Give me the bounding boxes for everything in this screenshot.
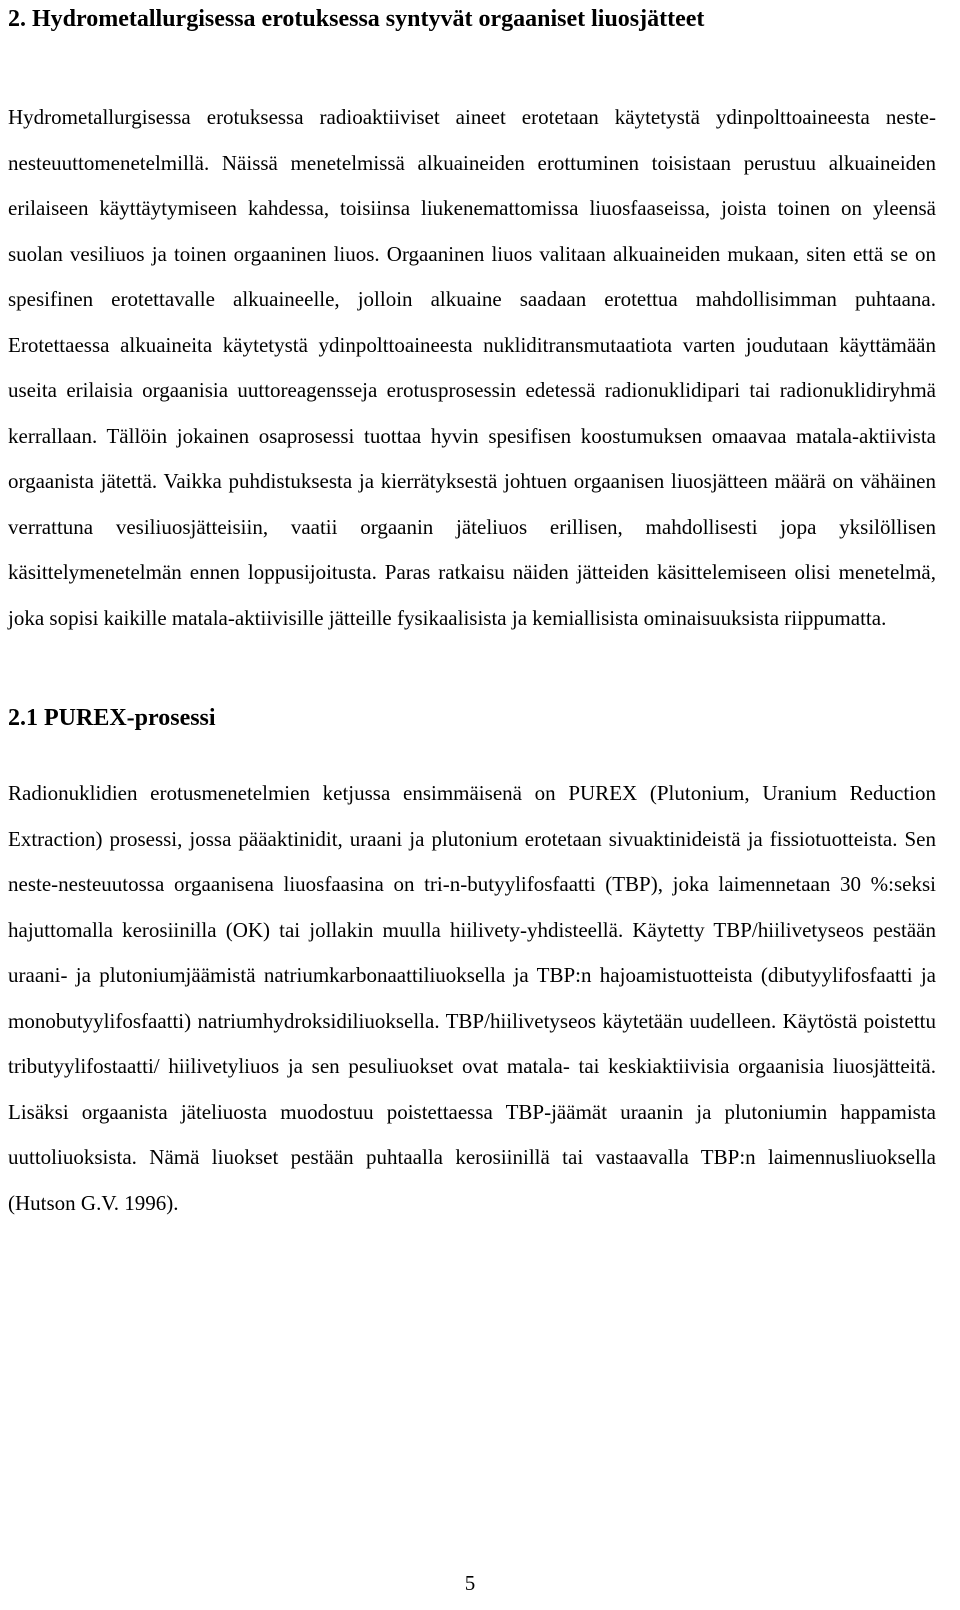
subsection-paragraph: Radionuklidien erotusmenetelmien ketjussa ensimmäisenä on PUREX (Plutonium, Uranium Reduction Extraction) prosessi, jossa pääaktinidit, uraani ja plutonium erotetaan sivuaktinideistä ja fissiotuotteista. Sen neste-nesteuutossa orgaanisena liuosfaasina on tri-n-butyylifosfaatti (TBP), joka laimennetaan 30 %:seksi hajuttomalla kerosiinilla (OK) tai jollakin muulla hiilivety-yhdisteellä. Käytetty TBP/hiilivetyseos pestään uraani- ja plutoniumjäämistä natriumkarbonaattiliuoksella ja TBP:n hajoamistuotteista (dibutyylifosfaatti ja monobutyylifosfaatti) natriumhydroksidiliuoksella. TBP/hiilivetyseos käytetään uudelleen. Käytöstä poistettu tributyylifostaatti/ hiilivetyliuos ja sen pesuliuokset ovat matala- tai keskiaktiivisia orgaanisia liuosjätteitä. Lisäksi orgaanista jäteliuosta muodostuu poistettaessa TBP-jäämät uraanin ja plutoniumin happamista uuttoliuoksista. Nämä liuokset pestään puhtaalla kerosiinillä tai vastaavalla TBP:n laimennusliuoksella (Hutson G.V. 1996). xyxy=(8,781,936,1215)
section-heading: 2. Hydrometallurgisessa erotuksessa syntyvät orgaaniset liuosjätteet xyxy=(8,6,705,32)
document-page xyxy=(8,0,936,1226)
page-number: 5 xyxy=(464,1571,476,1595)
subsection-heading: 2.1 PUREX-prosessi xyxy=(8,705,216,731)
section-paragraph: Hydrometallurgisessa erotuksessa radioaktiiviset aineet erotetaan käytetystä ydinpolttoaineesta neste-nesteuuttomenetelmillä. Näissä menetelmissä alkuaineiden erottuminen toisistaan perustuu alkuaineiden erilaiseen käyttäytymiseen kahdessa, toisiinsa liukenemattomissa liuosfaaseissa, joista toinen on yleensä suolan vesiliuos ja toinen orgaaninen liuos. Orgaaninen liuos valitaan alkuaineiden mukaan, siten että se on spesifinen erotettavalle alkuaineelle, jolloin alkuaine saadaan erotettua mahdollisimman puhtaana. Erotettaessa alkuaineita käytetystä ydinpolttoaineesta nukliditransmutaatiota varten joudutaan käyttämään useita erilaisia orgaanisia uuttoreagensseja erotusprosessin edetessä radionuklidipari tai radionuklidiryhmä kerrallaan. Tällöin jokainen osaprosessi tuottaa hyvin spesifisen koostumuksen omaavaa matala-aktiivista orgaanista jätettä. Vaikka puhdistuksesta ja kierrätyksestä johtuen orgaanisen liuosjätteen määrä on vähäinen verrattuna vesiliuosjätteisiin, vaatii orgaanin jäteliuos erillisen, mahdollisesti jopa yksilöllisen käsittelymenetelmän ennen loppusijoitusta. Paras ratkaisu näiden jätteiden käsittelemiseen olisi menetelmä, joka sopisi kaikille matala-aktiivisille jätteille fysikaalisista ja kemiallisista ominaisuuksista riippumatta. xyxy=(8,105,936,630)
